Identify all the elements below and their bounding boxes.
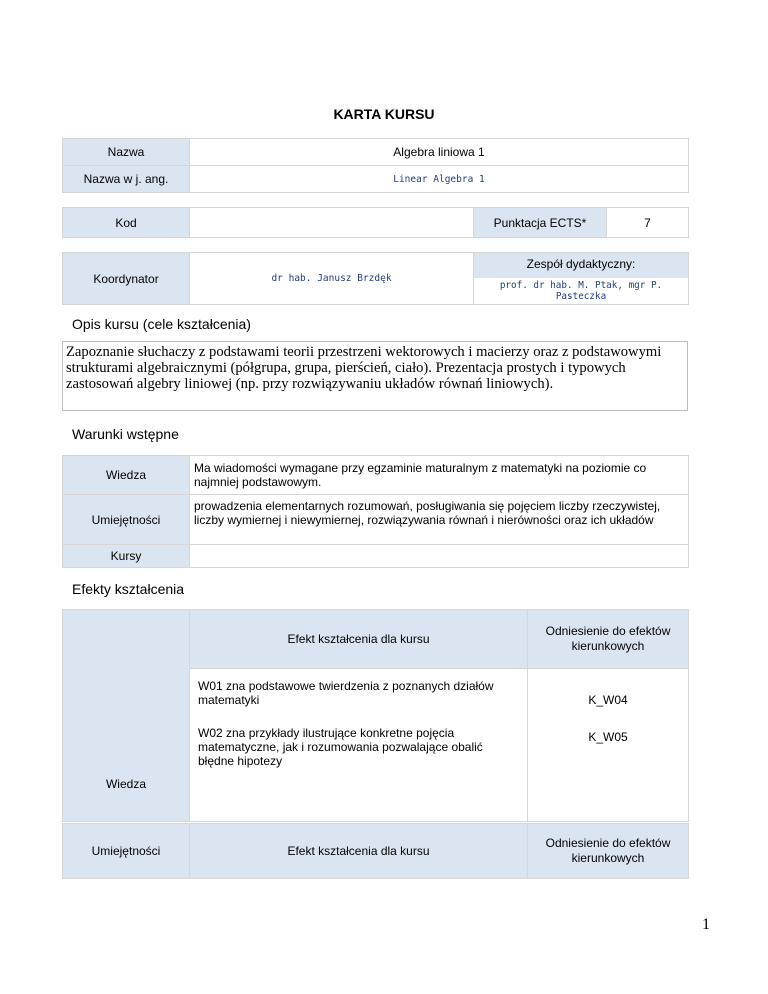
coordinator-table	[62, 252, 689, 305]
efekty-heading: Efekty kształcenia	[72, 581, 185, 597]
outcome-ref: K_W05	[528, 726, 689, 822]
zespol-label: Zespół dydaktyczny:	[526, 257, 636, 271]
col-odniesienie-header: Odniesienie do efektów kierunkowych	[528, 610, 689, 669]
outcome-ref: K_W04	[528, 669, 689, 726]
kod-label: Kod	[63, 208, 190, 238]
warunki-kursy-label: Kursy	[63, 545, 190, 568]
zespol-value: prof. dr hab. M. Ptak, mgr P. Pasteczka	[474, 278, 688, 304]
ects-value: 7	[607, 208, 689, 238]
outcome-efekt: W01 zna podstawowe twierdzenia z poznanych działów matematyki	[190, 669, 528, 726]
opis-heading: Opis kursu (cele kształcenia)	[72, 316, 251, 332]
col-efekt-header: Efekt kształcenia dla kursu	[190, 610, 528, 669]
warunki-wiedza-text: Ma wiadomości wymagane przy egzaminie maturalnym z matematyki na poziomie co najmniej podstawowym.	[190, 456, 689, 495]
ects-label: Punktacja ECTS*	[474, 208, 607, 238]
warunki-umiejetnosci-label: Umiejętności	[63, 495, 190, 545]
nazwa-ang-value: Linear Algebra 1	[190, 166, 689, 193]
nazwa-ang-label: Nazwa w j. ang.	[63, 166, 190, 193]
prerequisites-table	[62, 455, 689, 568]
nazwa-label: Nazwa	[63, 139, 190, 166]
page-number: 1	[702, 916, 710, 933]
course-name-table	[62, 138, 689, 193]
koordynator-value: dr hab. Janusz Brzdęk	[190, 253, 474, 305]
opis-text: Zapoznanie słuchaczy z podstawami teorii przestrzeni wektorowych i macierzy oraz z podstawowymi strukturami algebraicznymi (półgrupa, grupa, pierścień, ciało). Prezentacja prostych i typowych zastosowań algebry liniowej (np. przy rozwiązywaniu układów równań liniowych).	[62, 341, 688, 411]
outcome-efekt: W02 zna przykłady ilustrujące konkretne pojęcia matematyczne, jak i rozumowania pozwalające obalić błędne hipotezy	[190, 726, 528, 822]
outcomes-wiedza-table	[62, 609, 689, 822]
kod-value	[190, 208, 474, 238]
col-efekt2-header: Efekt kształcenia dla kursu	[190, 824, 528, 879]
warunki-heading: Warunki wstępne	[72, 426, 179, 442]
col-odniesienie2-header: Odniesienie do efektów kierunkowych	[528, 824, 689, 879]
warunki-umiejetnosci-text: prowadzenia elementarnych rozumowań, posługiwania się pojęciem liczby rzeczywistej, liczby wymiernej i niewymiernej, rozwiązywania równań i nierówności oraz ich układów	[190, 495, 689, 545]
warunki-wiedza-label: Wiedza	[63, 456, 190, 495]
efekty-wiedza-label: Wiedza	[63, 610, 190, 822]
outcomes-umiejetnosci-table	[62, 823, 689, 879]
warunki-kursy-text	[190, 545, 689, 568]
nazwa-value: Algebra liniowa 1	[190, 139, 689, 166]
code-table	[62, 207, 689, 238]
koordynator-label: Koordynator	[63, 253, 190, 305]
zespol-cell	[474, 253, 689, 305]
efekty-umiejetnosci-label: Umiejętności	[63, 824, 190, 879]
page-title: KARTA KURSU	[333, 106, 435, 122]
